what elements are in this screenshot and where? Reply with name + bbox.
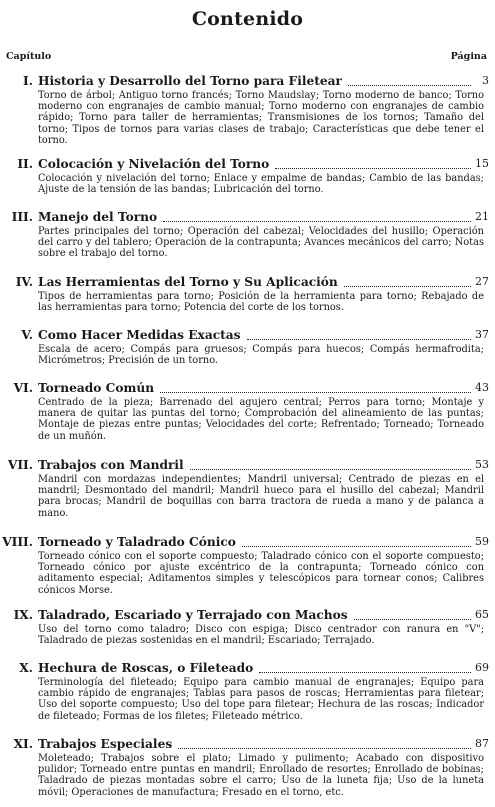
page-number: 87 [475, 737, 489, 750]
chapter-topics: Colocación y nivelación del torno; Enlace y empalme de bandas; Cambio de las bandas; Ajuste de la tensión de las bandas; Lubricación del torno. [38, 173, 484, 196]
chapter-topics: Uso del torno como taladro; Disco con espiga; Disco centrador con ranura en "V"; Taladrado de piezas sostenidas en el mandril; Escariado; Terrajado. [38, 624, 484, 647]
page-number: 27 [475, 275, 489, 288]
chapter-topics: Partes principales del torno; Operación del cabezal; Velocidades del husillo; Operación del carro y del tablero; Operación de la contrapunta; Avances mecánicos del carro; Notas sobre el trabajo del torno. [38, 226, 484, 260]
toc-entry-11 [0, 735, 495, 798]
toc-entry-8 [0, 533, 495, 596]
entry-heading [0, 533, 495, 551]
chapter-title: Manejo del Torno [38, 210, 158, 224]
page-number: 15 [475, 157, 489, 170]
entry-heading [0, 273, 495, 291]
chapter-number: X. [19, 661, 33, 675]
entry-heading [0, 456, 495, 474]
chapter-topics: Torno de árbol; Antiguo torno francés; Torno Maudslay; Torno moderno de banco; Torno moderno con engranajes de cambio manual; Torno moderno con engranajes de cambio rápido; Torno para taller de herramientas; Transmisiones de los tornos; Tamaño del torno; Tipos de tornos para varias clases de trabajo; Características que debe tener el torno. [38, 90, 484, 146]
chapter-title: Taladrado, Escariado y Terrajado con Machos [38, 608, 348, 622]
chapter-topics: Moleteado; Trabajos sobre el plato; Limado y pulimento; Acabado con dispositivo pulidor; Torneado entre puntas en mandril; Enrollado de resortes; Enrollado de bobinas; Taladrado de piezas montadas sobre el carro; Uso de la luneta fija; Uso de la luneta móvil; Operaciones de manufactura; Fresado en el torno, etc. [38, 753, 484, 798]
entry-heading [0, 735, 495, 753]
chapter-number: VIII. [2, 535, 33, 549]
chapter-number: VII. [7, 458, 33, 472]
chapter-title: Colocación y Nivelación del Torno [38, 157, 270, 171]
chapter-number: III. [11, 210, 33, 224]
dot-leader [354, 606, 471, 620]
chapter-title: Historia y Desarrollo del Torno para Filetear [38, 74, 342, 88]
toc-entry-2 [0, 155, 495, 196]
entry-heading [0, 155, 495, 173]
page-number: 21 [475, 210, 489, 223]
chapter-topics: Mandril con mordazas independientes; Mandril universal; Centrado de piezas en el mandril; Desmontado del mandril; Mandril hueco para el husillo del cabezal; Mandril para brocas; Mandril de boquillas con barra tractora de rueda a mano y de palanca a mano. [38, 474, 484, 519]
toc-entry-4 [0, 273, 495, 314]
chapter-number: V. [21, 328, 33, 342]
chapter-topics: Tipos de herramientas para torno; Posición de la herramienta para torno; Rebajado de las herramientas para torno; Potencia del corte de los tornos. [38, 291, 484, 314]
dot-leader [190, 456, 471, 470]
chapter-number: XI. [13, 737, 33, 751]
toc-entry-6 [0, 379, 495, 442]
chapter-title: Torneado Común [38, 381, 155, 395]
dot-leader [275, 155, 471, 169]
chapter-number: VI. [13, 381, 33, 395]
dot-leader [163, 208, 471, 222]
dot-leader [344, 273, 471, 287]
chapter-title: Hechura de Roscas, o Fileteado [38, 661, 254, 675]
entry-heading [0, 379, 495, 397]
chapter-topics: Centrado de la pieza; Barrenado del agujero central; Perros para torno; Montaje y manera de quitar las puntas del torno; Comprobación del alineamiento de las puntas; Montaje de piezas entre puntas; Velocidades del corte; Refrentado; Torneado; Torneado de un muñón. [38, 397, 484, 442]
entry-heading [0, 326, 495, 344]
toc-entry-5 [0, 326, 495, 367]
dot-leader [247, 326, 471, 340]
chapter-column-header: Capítulo [6, 51, 52, 62]
toc-entry-1 [0, 72, 495, 146]
page-number: 69 [475, 661, 489, 674]
toc-entry-9 [0, 606, 495, 647]
chapter-title: Torneado y Taladrado Cónico [38, 535, 236, 549]
entry-heading [0, 208, 495, 226]
dot-leader [348, 72, 471, 86]
entry-heading [0, 72, 495, 90]
chapter-title: Las Herramientas del Torno y Su Aplicación [38, 275, 338, 289]
chapter-number: IV. [15, 275, 33, 289]
page-number: 65 [475, 608, 489, 621]
chapter-number: II. [17, 157, 33, 171]
chapter-topics: Escala de acero; Compás para gruesos; Compás para huecos; Compás hermafrodita; Micrómetros; Precisión de un torno. [38, 344, 484, 367]
chapter-title: Como Hacer Medidas Exactas [38, 328, 241, 342]
entry-heading [0, 606, 495, 624]
dot-leader [160, 379, 471, 393]
chapter-topics: Terminología del fileteado; Equipo para cambio manual de engranajes; Equipo para cambio rápido de engranajes; Tablas para pasos de roscas; Herramientas para filetear; Uso del soporte compuesto; Uso del tope para filetear; Hechura de las roscas; Indicador de fileteado; Formas de los filetes; Fileteado métrico. [38, 677, 484, 722]
entry-heading [0, 659, 495, 677]
page-number: 59 [475, 535, 489, 548]
page-number: 37 [475, 328, 489, 341]
page-title: Contenido [191, 8, 304, 30]
dot-leader [242, 533, 471, 547]
toc-entry-10 [0, 659, 495, 722]
dot-leader [259, 659, 471, 673]
chapter-topics: Torneado cónico con el soporte compuesto; Taladrado cónico con el soporte compuesto; Torneado cónico por ajuste excéntrico de la contrapunta; Torneado cónico con aditamento especial; Aditamentos simples y telescópicos para tornear conos; Calibres cónicos Morse. [38, 551, 484, 596]
chapter-title: Trabajos con Mandril [38, 458, 184, 472]
dot-leader [178, 735, 471, 749]
page-number: 53 [475, 458, 489, 471]
page-number: 43 [475, 381, 489, 394]
chapter-number: IX. [13, 608, 33, 622]
toc-entry-7 [0, 456, 495, 519]
chapter-number: I. [23, 74, 33, 88]
toc-entry-3 [0, 208, 495, 260]
page-column-header: Página [450, 51, 487, 62]
page-number: 3 [482, 74, 489, 87]
chapter-title: Trabajos Especiales [38, 737, 173, 751]
